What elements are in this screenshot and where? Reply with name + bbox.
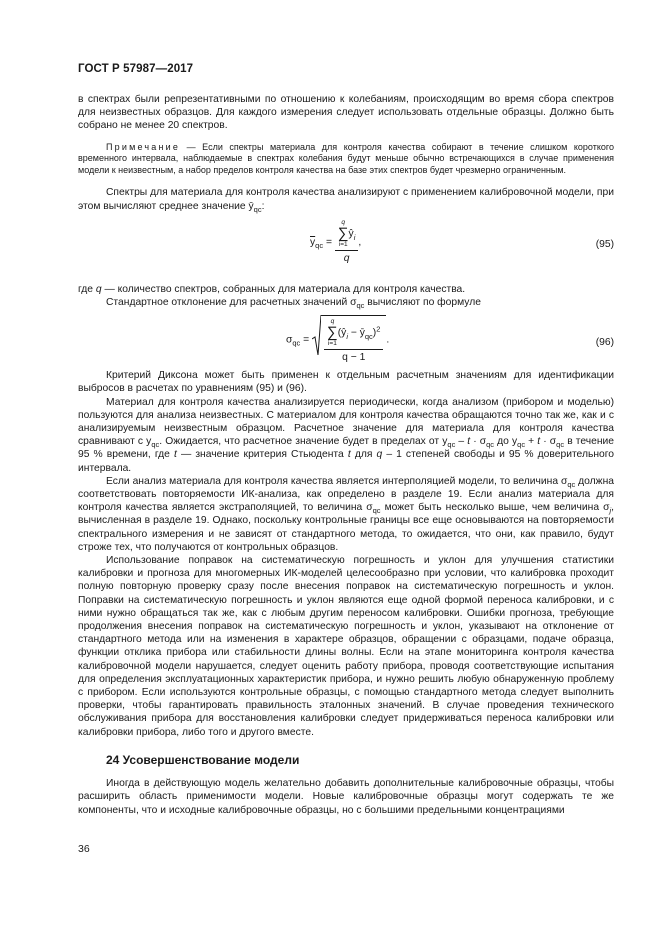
paragraph-5: Критерий Диксона может быть применен к отдельным расчетным значениям для идентификации выбросов в расчетах по уравнениям (95) и (96).: [78, 370, 614, 395]
page-body: [78, 93, 614, 817]
paragraph-3: где q — количество спектров, собранных для материала для контроля качества.: [78, 283, 466, 295]
formula-95-number: (95): [595, 238, 614, 250]
radical-sign-icon: [312, 315, 321, 355]
document-header: ГОСТ Р 57987—2017: [78, 63, 194, 75]
formula-96: [78, 309, 614, 369]
formula-96-expression: $\sigma_{qc}$ = q ∑ i=1 ($ŷ_i$ − $ȳ_{qc})^2$ q − 1 .: [286, 315, 389, 364]
note: [78, 142, 614, 177]
note-label: Примечание: [106, 141, 181, 152]
paragraph-1: в спектрах были репрезентативными по отношению к колебаниям, происходящим во время сбора спектров для неизвестных образцов. Для каждого измерения следует использовать отдельные образцы. Должно быть собрано не менее 20 спектров.: [78, 94, 614, 132]
page-number: 36: [78, 843, 90, 855]
paragraph-9: Иногда в действующую модель желательно добавить дополнительные калибровочные образцы, чтобы расширить область применимости модели. Новые калибровочные образцы могут содержать те же компоненты, что и исходные калибровочные образцы, но с большими предельными концентрациями: [78, 778, 614, 816]
formula-96-number: (96): [595, 337, 614, 349]
paragraph-2: Спектры для материала для контроля качества анализируют с применением калибровочной модели, при этом вычисляют среднее значение $ȳ_{qc}$:: [78, 187, 614, 214]
paragraph-4: Стандартное отклонение для расчетных значений $\sigma_{qc}$ вычисляют по формуле: [106, 297, 481, 311]
formula-95: [78, 213, 614, 283]
paragraph-8: Использование поправок на систематическую погрешность и уклон для улучшения статистики калибровки и прогноза для многомерных ИК-моделей целесообразно при условии, что калибровка проходит полную повторную проверку сразу после внесения поправок на систематическую погрешность и уклон. Поправки на систематическую погрешность и уклон являются еще одной формой переноса калибровки, и с ними нужно обращаться так же, как с любым другим переносом калибровки. Ошибки прогноза, требующие продолжения внесения поправок на систематическую погрешность и уклон, указывают на отклонение от стандартного метода или на изменения в характере образцов, обращении с образцами, подаче образца, функции отклика прибора или стабильности длины волны. Если на этапе мониторинга контроля качества калибровочной модели нарушается, следует оценить работу прибора, проводя соответствующие испытания для определения эксплуатационных характеристик прибора, и нужно решить любую обнаруженную проблему с прибором. Если используются контрольные образцы, с помощью стандартного метода следует выполнить проверки, чтобы гарантировать правильность эталонных значений. В случае проведения технического обслуживания прибора для восстановления калибровки следует придерживаться переноса калибровки или калибровки прибора, либо того и другого вместе.: [78, 555, 614, 738]
formula-95-expression: $\overline{y}_{qc}$ = q ∑ i=1 $ŷ_i$ q ,: [310, 218, 362, 264]
paragraph-7: Если анализ материала для контроля качества является интерполяцией модели, то величина $\sigma_{qc}$ должна соответствовать повторяемости ИК-анализа, как определено в разделе 19. Если анализ материала для контроля качества является экстраполяцией, то величина $\sigma_{qc}$ может быть несколько выше, чем величина $\sigma_j$, вычисленная в разделе 19. Однако, поскольку контрольные границы все еще основываются на повторяемости спектрального измерения и не зависят от стандартного метода, то ожидается, что они, как правило, будут строже тех, что получаются от контрольных образцов.: [78, 475, 614, 553]
paragraph-6: Материал для контроля качества анализируется периодически, когда анализом (прибором и моделью) пользуются для анализа неизвестных. С материалом для контроля качества обращаются точно так же, как и с анализируемым неизвестным образцом. Расчетное значение для материала для контроля качества сравнивают с $y_{qc}$. Ожидается, что расчетное значение будет в пределах от $y_{qc} - t \cdot \sigma_{qc}$ до $y_{qc} + t \cdot \sigma_{qc}$ в течение 95 % времени, где t — значение критерия Стьюдента t для q – 1 степеней свободы и 95 % доверительного интервала.: [78, 396, 615, 474]
section-heading: 24 Усовершенствование модели: [106, 752, 300, 767]
note-text: — Если спектры материала для контроля качества собирают в течение слишком короткого временного интервала, наблюдаемые в спектрах колебания будут меньше обычно встречающихся в случае применения модели к неизвестным, а набор пределов контроля качества на базе этих спектров будет чрезмерно ограниченным.: [78, 141, 614, 175]
